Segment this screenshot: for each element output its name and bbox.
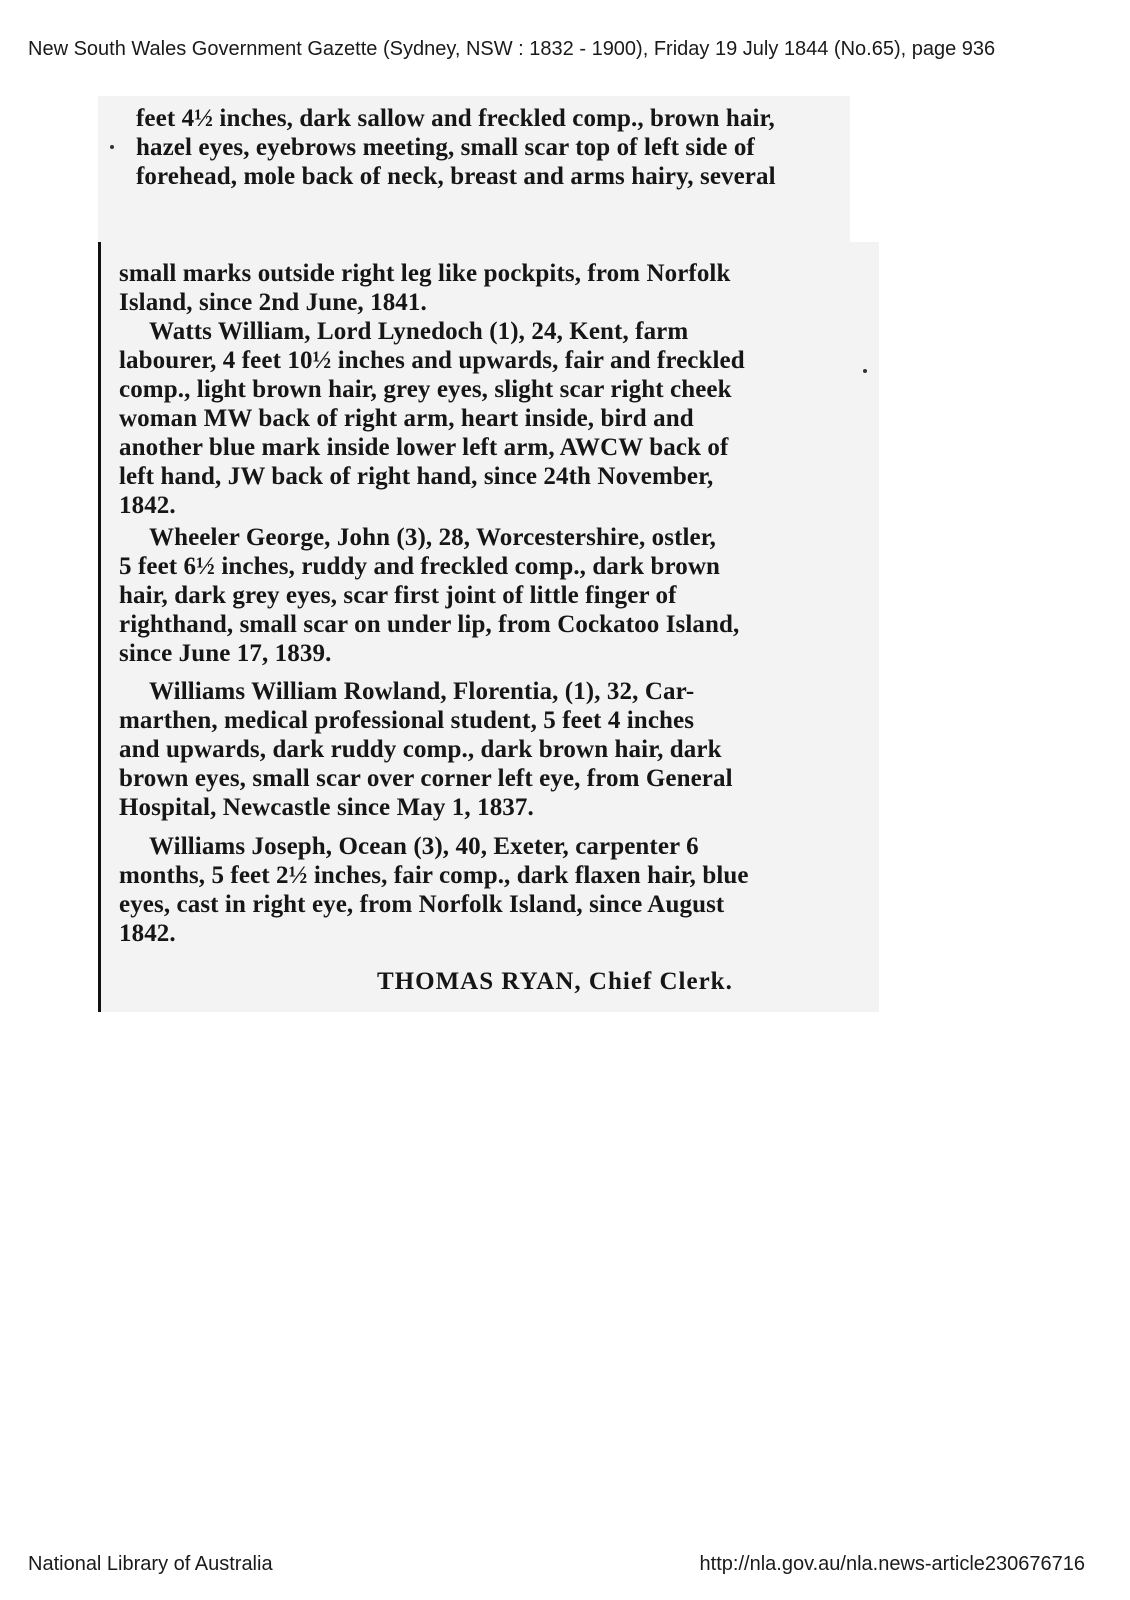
text-line: marthen, medical professional student, 5 feet 4 inches	[119, 707, 695, 734]
text-line: and upwards, dark ruddy comp., dark brown hair, dark	[119, 736, 722, 763]
text-line: labourer, 4 feet 10½ inches and upwards, fair and freckled	[119, 347, 745, 374]
text-line: woman MW back of right arm, heart inside, bird and	[119, 405, 694, 432]
text-line: righthand, small scar on under lip, from Cockatoo Island,	[119, 611, 740, 638]
entry-heading: Wheeler George, John (3), 28, Worcestershire, ostler,	[149, 524, 716, 551]
text-line: feet 4½ inches, dark sallow and freckled comp., brown hair,	[136, 105, 775, 132]
text-line: Hospital, Newcastle since May 1, 1837.	[119, 794, 534, 821]
page-citation: New South Wales Government Gazette (Sydney, NSW : 1832 - 1900), Friday 19 July 1844 (No.65), page 936	[28, 38, 996, 60]
footer-url: http://nla.gov.au/nla.news-article230676716	[699, 1553, 1085, 1575]
speck	[110, 145, 114, 149]
text-line: months, 5 feet 2½ inches, fair comp., dark flaxen hair, blue	[119, 862, 749, 889]
entry-heading: Williams William Rowland, Florentia, (1), 32, Car-	[149, 678, 695, 705]
text-line: 1842.	[119, 492, 176, 519]
text-line: brown eyes, small scar over corner left eye, from General	[119, 765, 733, 792]
text-line: left hand, JW back of right hand, since 24th November,	[119, 463, 714, 490]
text-line: eyes, cast in right eye, from Norfolk Island, since August	[119, 891, 725, 918]
speck	[863, 369, 867, 373]
text-line: Island, since 2nd June, 1841.	[119, 289, 427, 316]
text-line: forehead, mole back of neck, breast and arms hairy, several	[136, 163, 776, 190]
signature: THOMAS RYAN, Chief Clerk.	[377, 968, 733, 995]
clipping-fragment-top	[98, 96, 850, 242]
text-line: 5 feet 6½ inches, ruddy and freckled comp., dark brown	[119, 553, 721, 580]
entry-heading: Williams Joseph, Ocean (3), 40, Exeter, carpenter 6	[149, 833, 699, 860]
text-line: 1842.	[119, 920, 176, 947]
entry-heading: Watts William, Lord Lynedoch (1), 24, Kent, farm	[149, 318, 689, 345]
clipping-fragment-main	[98, 242, 879, 1012]
text-line: comp., light brown hair, grey eyes, slight scar right cheek	[119, 376, 732, 403]
text-line: hazel eyes, eyebrows meeting, small scar top of left side of	[136, 134, 755, 161]
text-line: since June 17, 1839.	[119, 640, 332, 667]
text-line: hair, dark grey eyes, scar first joint of little finger of	[119, 582, 677, 609]
text-line: another blue mark inside lower left arm, AWCW back of	[119, 434, 729, 461]
text-line: small marks outside right leg like pockpits, from Norfolk	[119, 260, 731, 287]
footer-source: National Library of Australia	[28, 1553, 273, 1575]
